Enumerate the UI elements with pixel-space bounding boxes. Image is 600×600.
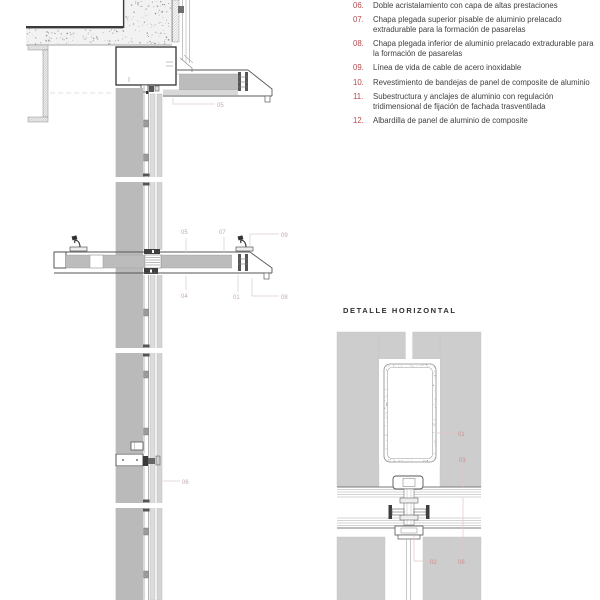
legend (353, 1, 595, 130)
legend-item-text: Chapa plegada superior pisable de aluminio prelacado extradurable para la formación de pasarelas (373, 15, 562, 35)
lifeline-eyebolt-right (236, 235, 253, 251)
legend-item-number: 10. (353, 77, 364, 87)
label-04: 04 (181, 294, 188, 300)
upper-walkway (163, 70, 272, 102)
middle-walkway (54, 235, 272, 279)
legend-item (353, 92, 595, 112)
label-05: 05 (181, 230, 188, 236)
lifeline-eyebolt-left (70, 235, 87, 251)
detail-title: DETALLE HORIZONTAL (343, 306, 457, 315)
vertical-section (26, 0, 288, 600)
section-leaders (163, 98, 279, 481)
detail-label-06: 06 (458, 560, 465, 566)
label-07: 07 (219, 230, 226, 236)
detail-label-02: 02 (430, 560, 437, 566)
curtain-wall (112, 86, 166, 600)
legend-item-text: Línea de vida de cable de acero inoxidable (373, 63, 522, 73)
legend-item (353, 116, 595, 126)
label-06: 06 (182, 480, 189, 486)
detail-label-01: 01 (458, 432, 465, 438)
composite-tray (379, 359, 440, 465)
legend-item (353, 1, 595, 11)
label-05-top: 05 (217, 103, 224, 109)
legend-item-number: 12. (353, 116, 364, 126)
interior-lining (28, 45, 113, 122)
legend-item-number: 06. (353, 1, 364, 10)
panel-joint-slot (405, 331, 413, 360)
detail-label-03: 03 (459, 458, 466, 464)
legend-item-text: Doble acristalamiento con capa de altas prestaciones (373, 1, 558, 10)
legend-item (353, 15, 595, 35)
legend-item-text: Chapa plegada inferior de aluminio prelacado extradurable para la formación de pasarelas (373, 39, 594, 59)
label-01: 01 (233, 295, 240, 301)
legend-item (353, 39, 595, 59)
section-labels (181, 103, 288, 486)
legend-item (353, 78, 595, 88)
legend-item-text: Subestructura y anclajes de aluminio con regulación tridimensional de fijación de fachada trasventilada (373, 92, 554, 111)
label-09: 09 (281, 233, 288, 239)
legend-item-number: 07. (353, 15, 364, 25)
concrete-slab (26, 0, 172, 45)
legend-item-number: 08. (353, 39, 364, 49)
window-head-box (116, 47, 176, 85)
legend-item-number: 11. (353, 92, 364, 102)
legend-item-text: Albardilla de panel de aluminio de composite (373, 116, 528, 126)
horizontal-detail (337, 331, 481, 600)
legend-item (353, 63, 595, 73)
legend-item-number: 09. (353, 63, 364, 73)
label-08: 08 (281, 295, 288, 301)
legend-item-text: Revestimiento de bandejas de panel de composite de aluminio (373, 77, 590, 87)
